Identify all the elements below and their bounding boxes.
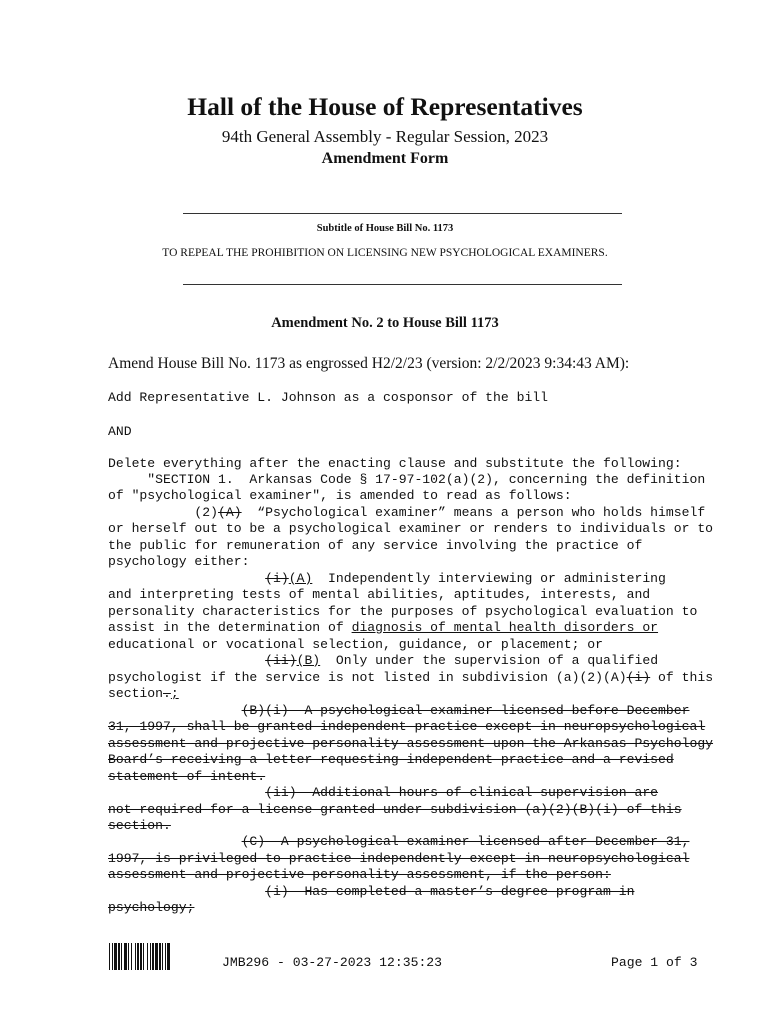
inserted-text: diagnosis of mental health disorders or: [351, 620, 659, 635]
section-1-line-2: of "psychological examiner", is amended to read as follows:: [108, 488, 572, 503]
struck-ci-line-2: psychology;: [108, 900, 195, 915]
item-b-line-2: [108, 670, 713, 687]
item-text: psychologist if the service is not listed in subdivision (a)(2)(A): [108, 670, 627, 685]
footer-document-id: JMB296 - 03-27-2023 12:35:23: [222, 955, 443, 970]
definition-line-4: psychology either:: [108, 554, 250, 569]
indent: [108, 834, 242, 849]
indent: [108, 703, 242, 718]
and-line: AND: [108, 424, 132, 439]
item-b-line-3: [108, 686, 179, 703]
page-title: Hall of the House of Representatives: [187, 92, 583, 121]
struck-text: (C) A psychological examiner licensed after December 31,: [241, 834, 690, 849]
inserted-text: ;: [170, 686, 179, 701]
delete-line: Delete everything after the enacting clause and substitute the following:: [108, 456, 682, 471]
struck-text: (ii) Additional hours of clinical supervision are: [265, 785, 659, 800]
item-a-line-2: and interpreting tests of mental abilities, aptitudes, interests, and: [108, 587, 651, 602]
footer-page-number: Page 1 of 3: [611, 955, 698, 970]
item-text: Independently interviewing or administering: [312, 571, 666, 586]
definition-line-3: the public for remuneration of any service involving the practice of: [108, 538, 643, 553]
struck-ii-line-2: not required for a license granted under subdivision (a)(2)(B)(i) of this: [108, 802, 682, 817]
inserted-text: (B): [296, 653, 321, 668]
struck-b-line-2: 31, 1997, shall be granted independent practice except in neuropsychological: [108, 719, 706, 734]
session-line: 94th General Assembly - Regular Session, 2023: [221, 127, 549, 146]
cosponsor-line: Add Representative L. Johnson as a cosponsor of the bill: [108, 390, 549, 405]
item-a-line-1: [108, 571, 666, 588]
item-text: section: [108, 686, 164, 701]
amendment-intro: Amend House Bill No. 1173 as engrossed H2/2/23 (version: 2/2/2023 9:34:43 AM):: [108, 355, 630, 372]
struck-ii-line-3: section.: [108, 818, 171, 833]
item-text: Only under the supervision of a qualified: [320, 653, 659, 668]
section-1-line-1: "SECTION 1. Arkansas Code § 17-97-102(a)(2), concerning the definition: [108, 472, 706, 487]
indent: [108, 653, 265, 668]
struck-c-line-2: 1997, is privileged to practice independently except in neuropsychological: [108, 851, 690, 866]
struck-text: (i): [265, 571, 289, 586]
form-name: Amendment Form: [321, 150, 449, 167]
struck-b-line-1: [108, 703, 689, 720]
struck-text: (A): [218, 505, 242, 520]
struck-c-line-1: [108, 834, 689, 851]
struck-text: .: [163, 686, 171, 701]
definition-text: “Psychological examiner” means a person who holds himself: [241, 505, 706, 520]
indent: [108, 884, 265, 899]
indent: [108, 571, 265, 586]
definition-line-2: or herself out to be a psychological examiner or renders to individuals or to: [108, 521, 714, 536]
indent: (2): [108, 505, 219, 520]
indent: [108, 785, 265, 800]
item-a-line-4: [108, 620, 658, 637]
subtitle-label: Subtitle of House Bill No. 1173: [316, 223, 454, 234]
struck-b-line-3: assessment and projective personality assessment upon the Arkansas Psychology: [108, 736, 714, 751]
struck-text: (i): [626, 670, 651, 685]
inserted-text: (A): [288, 571, 313, 586]
struck-text: (ii): [265, 653, 297, 668]
item-text: of this: [650, 670, 714, 685]
item-text: assist in the determination of: [108, 620, 352, 635]
struck-text: (B)(i) A psychological examiner licensed before December: [241, 703, 690, 718]
struck-text: (i) Has completed a master’s degree program in: [265, 884, 635, 899]
struck-b-line-5: statement of intent.: [108, 769, 266, 784]
definition-line-1: [108, 505, 705, 522]
struck-c-line-3: assessment and projective personality assessment, if the person:: [108, 867, 611, 882]
struck-b-line-4: Board’s receiving a letter requesting independent practice and a revised: [108, 752, 674, 767]
subtitle-text: TO REPEAL THE PROHIBITION ON LICENSING NEW PSYCHOLOGICAL EXAMINERS.: [162, 247, 608, 259]
amendment-number: Amendment No. 2 to House Bill 1173: [271, 315, 499, 331]
struck-ii-line-1: [108, 785, 658, 802]
barcode-icon: [109, 943, 199, 970]
divider-top: [183, 213, 622, 214]
item-b-line-1: [108, 653, 658, 670]
divider-bottom: [183, 284, 622, 285]
struck-ci-line-1: [108, 884, 634, 901]
item-a-line-5: educational or vocational selection, guidance, or placement; or: [108, 637, 604, 652]
item-a-line-3: personality characteristics for the purposes of psychological evaluation to: [108, 604, 698, 619]
